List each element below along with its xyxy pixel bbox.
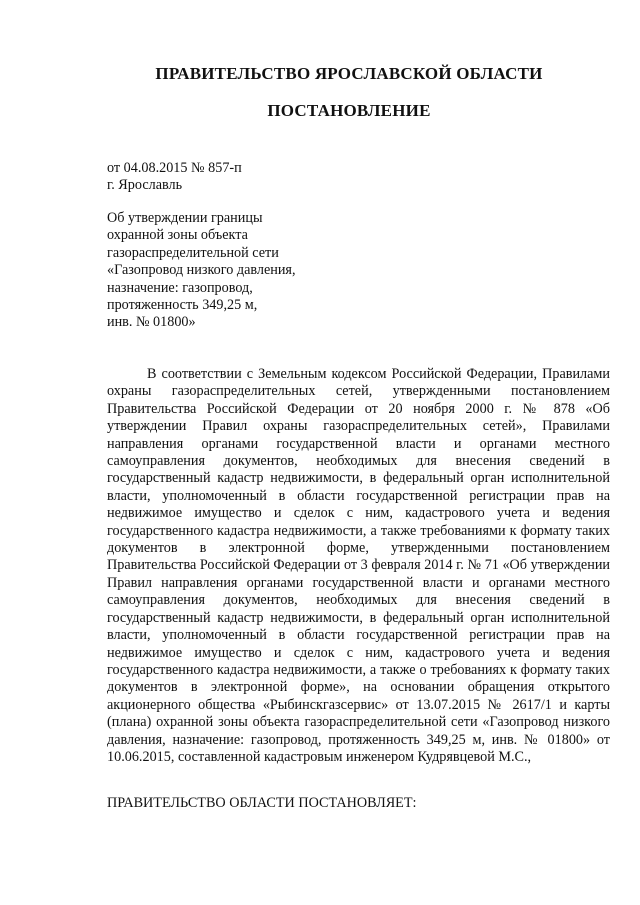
subject-line: газораспределительной сети bbox=[107, 244, 279, 261]
body-section bbox=[107, 366, 610, 766]
body-paragraph: В соответствии с Земельным кодексом Российской Федерации, Правилами охраны газораспределительных сетей, утвержденными постановлением Правительства Российской Федерации от 20 ноября 2000 г. № 878 «Об утверждении Правил охраны газораспределительных сетей», Правилами направления органами государственной власти и органами местного самоуправления документов, необходимых для внесения сведений в государственный кадастр недвижимости, в федеральный орган исполнительной власти, уполномоченный в области государственной регистрации прав на недвижимое имущество и сделок с ним, кадастрового учета и ведения государственного кадастра недвижимости, а также требованиями к формату таких документов в электронной форме, утвержденными постановлением Правительства Российской Федерации от 3 февраля 2014 г. № 71 «Об утверждении Правил направления органами государственной власти и органами местного самоуправления документов, необходимых для внесения сведений в государственный кадастр недвижимости, в федеральный орган исполнительной власти, уполномоченный в области государственной регистрации прав на недвижимое имущество и сделок с ним, кадастрового учета и ведения государственного кадастра недвижимости, а также о требованиях к формату таких документов в электронной форме», на основании обращения открытого акционерного общества «Рыбинскгазсервис» от 13.07.2015 № 2617/1 и карты (плана) охранной зоны объекта газораспределительной сети «Газопровод низкого давления, назначение: газопровод, протяженность 349,25 м, инв. № 01800» от 10.06.2015, составленной кадастровым инженером Кудрявцевой М.С., bbox=[107, 366, 610, 765]
subject-line: охранной зоны объекта bbox=[107, 227, 248, 244]
subject-block bbox=[107, 210, 367, 332]
document-type-title: ПОСТАНОВЛЕНИЕ bbox=[267, 101, 431, 120]
subject-line: «Газопровод низкого давления, bbox=[107, 262, 296, 279]
government-title: ПРАВИТЕЛЬСТВО ЯРОСЛАВСКОЙ ОБЛАСТИ bbox=[155, 64, 543, 83]
subject-line: назначение: газопровод, bbox=[107, 279, 253, 296]
resolution-statement: ПРАВИТЕЛЬСТВО ОБЛАСТИ ПОСТАНОВЛЯЕТ: bbox=[107, 795, 417, 811]
subject-line: инв. № 01800» bbox=[107, 314, 196, 331]
subject-line: протяженность 349,25 м, bbox=[107, 297, 258, 314]
city: г. Ярославль bbox=[107, 177, 183, 193]
date-number: от 04.08.2015 № 857-п bbox=[107, 160, 242, 176]
subject-line: Об утверждении границы bbox=[107, 210, 263, 226]
